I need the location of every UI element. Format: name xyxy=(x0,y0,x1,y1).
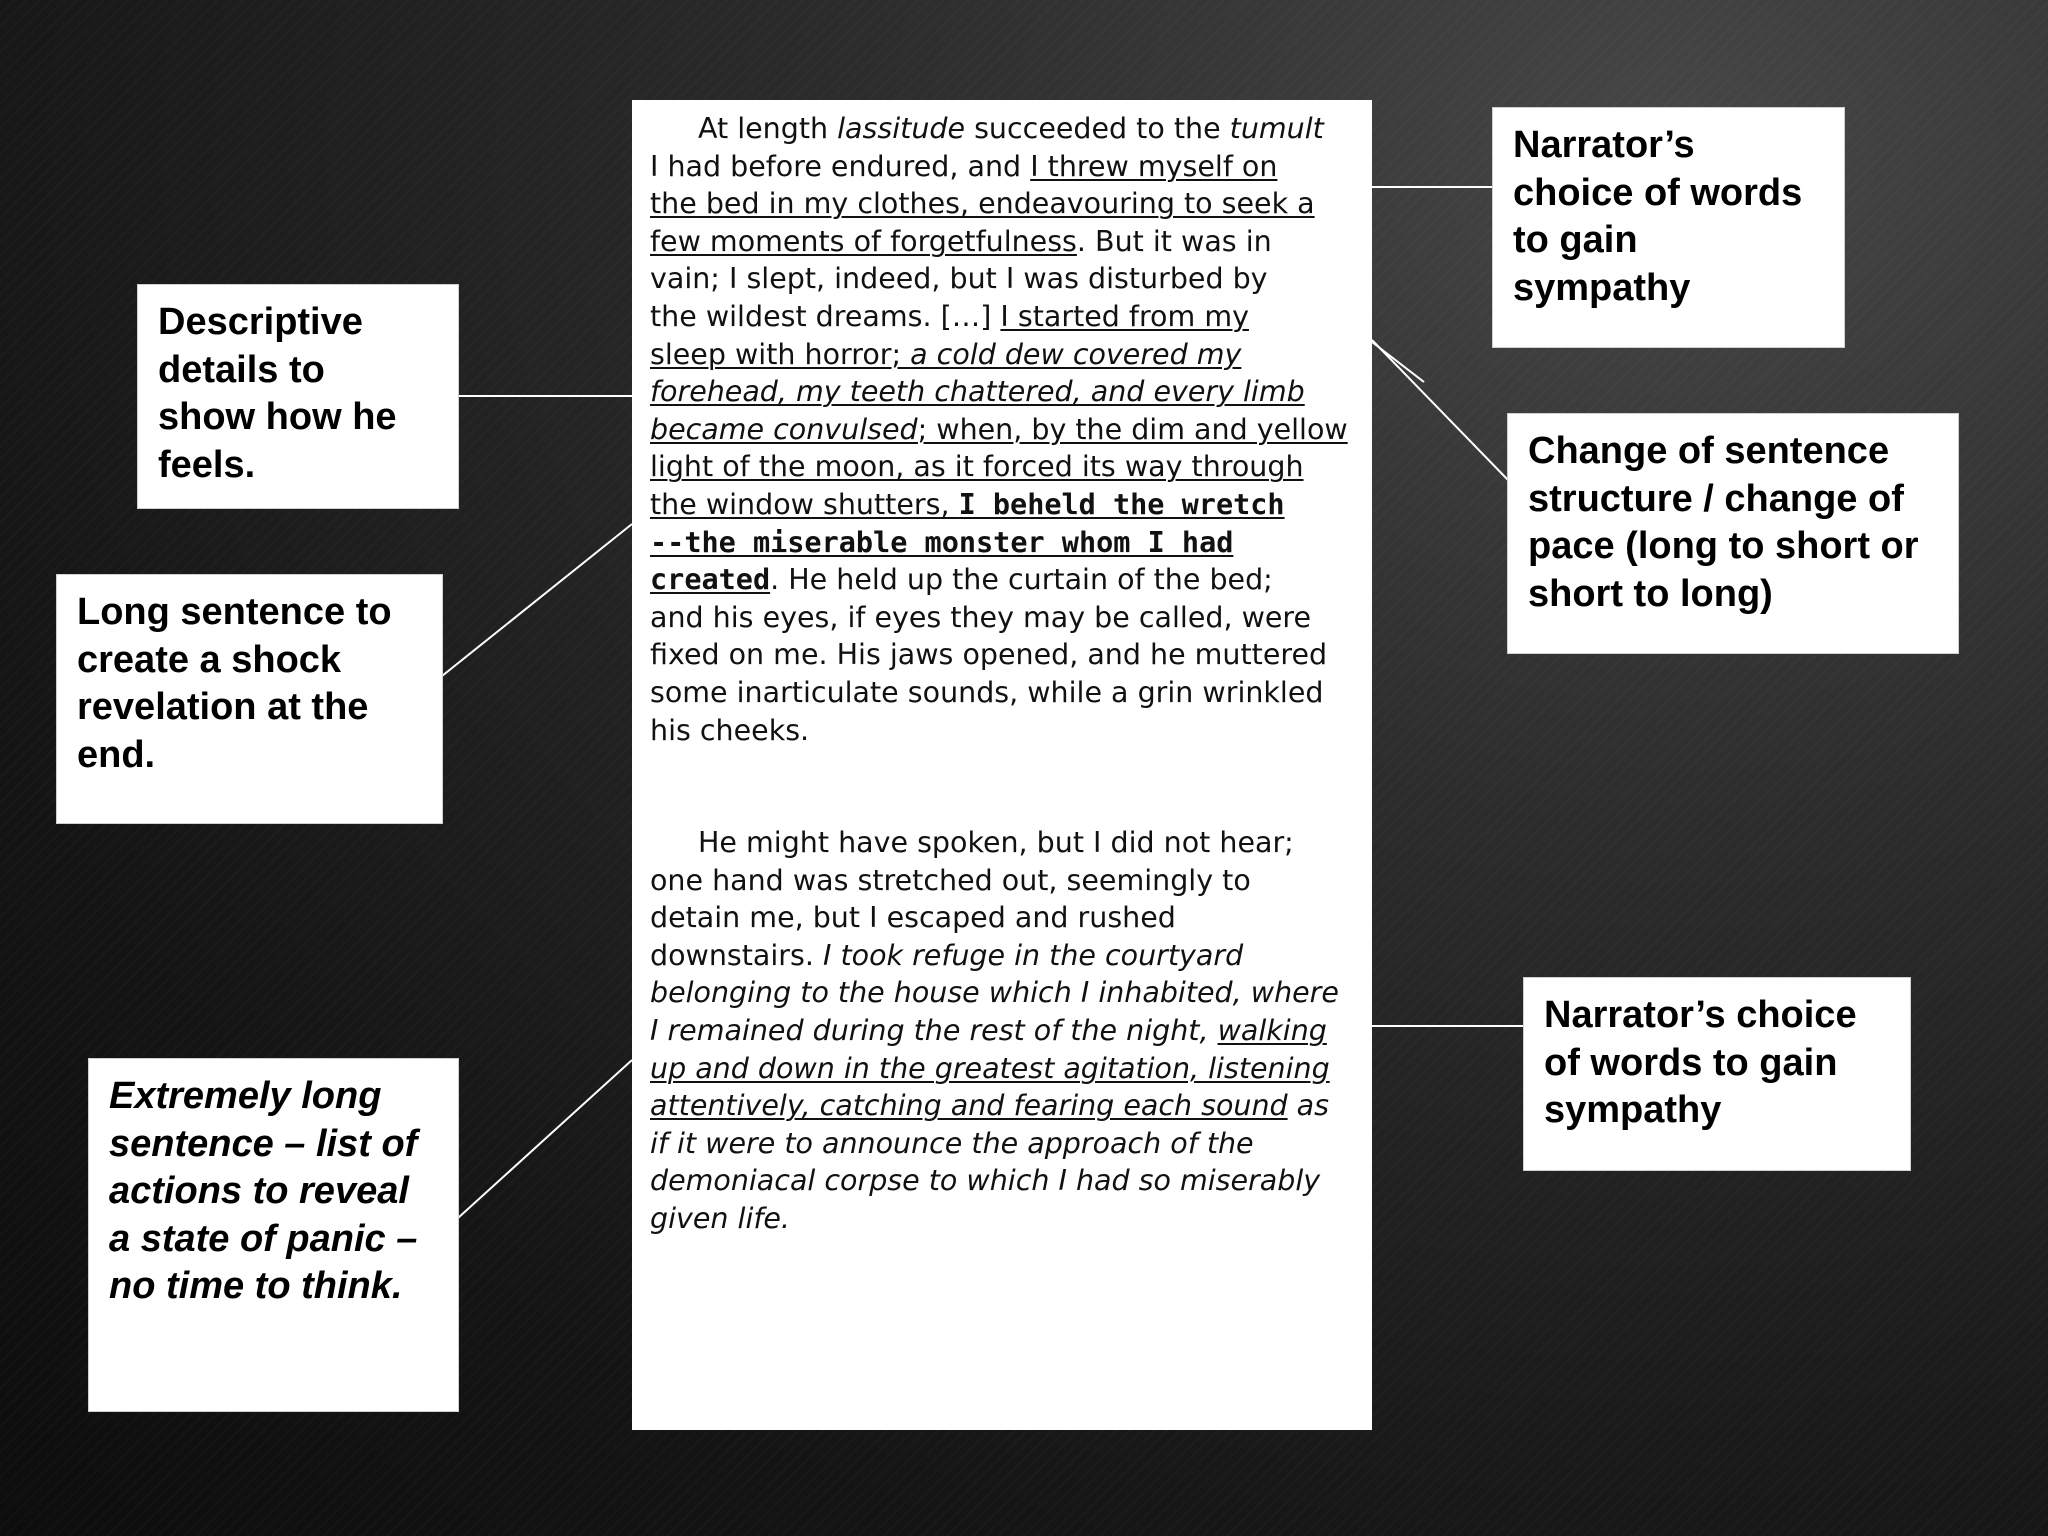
text-run: his cheeks. xyxy=(650,713,810,747)
text-line xyxy=(650,486,1356,524)
annotation-line: a state of panic – xyxy=(109,1217,418,1260)
text-run: the window shutters, xyxy=(650,487,959,521)
annotation-long-sentence-shock xyxy=(56,574,443,824)
text-line xyxy=(650,185,1356,223)
annotation-line: sympathy xyxy=(1513,266,1691,309)
annotation-line: short to long) xyxy=(1528,572,1773,615)
text-run: became convulsed xyxy=(650,412,918,446)
annotation-line: structure / change of xyxy=(1528,477,1904,520)
connector-structure-change-b xyxy=(1372,342,1424,382)
text-run: and his eyes, if eyes they may be called, were xyxy=(650,600,1312,634)
text-line xyxy=(650,336,1356,374)
text-line xyxy=(650,1087,1356,1125)
connector-structure-change-a xyxy=(1372,340,1508,480)
text-run: --the miserable monster whom I had xyxy=(650,525,1234,559)
annotation-line: pace (long to short or xyxy=(1528,525,1919,567)
text-run: tumult xyxy=(1229,112,1324,145)
text-line xyxy=(650,298,1356,336)
annotation-line: Extremely long xyxy=(109,1075,382,1117)
annotation-line: no time to think. xyxy=(109,1265,403,1307)
text-run: ; when, by the dim and yellow xyxy=(917,412,1348,446)
annotation-line: end. xyxy=(77,733,156,776)
text-run: I beheld the wretch xyxy=(958,487,1285,521)
annotation-extremely-long-sentence xyxy=(88,1058,459,1412)
text-line xyxy=(650,674,1356,712)
annotation-line: details to xyxy=(158,348,325,391)
annotation-line: sentence – list of xyxy=(109,1122,418,1165)
text-run: He might have spoken, but I did not hear; xyxy=(698,826,1294,860)
text-line xyxy=(650,937,1356,975)
text-line xyxy=(650,1012,1356,1050)
annotation-line: show how he xyxy=(158,396,397,438)
text-line xyxy=(650,110,1356,148)
annotation-line: create a shock xyxy=(77,638,342,681)
text-run: I remained during the rest of the night, xyxy=(650,1014,1218,1048)
text-run: I started from my xyxy=(1000,299,1249,333)
text-run: detain me, but I escaped and rushed xyxy=(650,901,1176,935)
text-run: one hand was stretched out, seemingly to xyxy=(650,863,1251,897)
text-run: I had before endured, and xyxy=(650,149,1031,183)
annotation-line: actions to reveal xyxy=(109,1170,409,1212)
annotation-line: Descriptive xyxy=(158,301,363,343)
text-line xyxy=(650,223,1356,261)
text-run: At length xyxy=(698,112,838,145)
text-run: belonging to the house which I inhabited, where xyxy=(650,976,1339,1010)
text-line xyxy=(650,1162,1356,1200)
text-run: some inarticulate sounds, while a grin wrinkled xyxy=(650,675,1324,709)
text-run: sleep with horror; xyxy=(650,337,911,371)
text-line xyxy=(650,1125,1356,1163)
annotation-sentence-structure-change xyxy=(1507,413,1959,654)
annotation-line: choice of words xyxy=(1513,171,1803,214)
annotation-narrator-choice-top xyxy=(1492,107,1845,348)
annotation-line: Long sentence to xyxy=(77,591,392,633)
text-run: light of the moon, as it forced its way through xyxy=(650,450,1304,484)
text-line xyxy=(650,411,1356,449)
text-run: forehead, my teeth chattered, and every limb xyxy=(650,375,1305,409)
text-line xyxy=(650,1200,1356,1238)
text-line xyxy=(650,1050,1356,1088)
text-run: I took refuge in the courtyard xyxy=(823,938,1244,972)
paragraph-2 xyxy=(650,824,1356,1238)
text-line xyxy=(650,636,1356,674)
text-run: attentively, catching and fearing each sound xyxy=(650,1089,1288,1123)
text-run: walking xyxy=(1217,1014,1327,1048)
text-run: vain; I slept, indeed, but I was disturbed by xyxy=(650,262,1268,296)
text-run: downstairs. xyxy=(650,938,823,972)
text-run: fixed on me. His jaws opened, and he muttered xyxy=(650,638,1328,672)
text-run: few moments of forgetfulness xyxy=(650,224,1077,258)
text-line xyxy=(650,148,1356,186)
text-line xyxy=(650,862,1356,900)
text-run: I threw myself on xyxy=(1030,149,1278,183)
text-line xyxy=(650,599,1356,637)
annotation-line: Narrator’s xyxy=(1513,124,1695,166)
annotation-line: feels. xyxy=(158,443,256,486)
annotation-narrator-choice-bottom xyxy=(1523,977,1911,1171)
text-line xyxy=(650,260,1356,298)
text-line xyxy=(650,524,1356,562)
annotation-line: Change of sentence xyxy=(1528,430,1890,472)
annotation-line: sympathy xyxy=(1544,1089,1722,1131)
connector-extremely-long xyxy=(458,1060,632,1218)
text-run: created xyxy=(650,563,771,597)
text-line xyxy=(650,824,1356,862)
text-run: as xyxy=(1287,1089,1329,1123)
text-run: succeeded to the xyxy=(965,112,1230,145)
text-line xyxy=(650,561,1356,599)
annotation-line: Narrator’s choice xyxy=(1544,994,1857,1036)
annotation-line: of words to gain xyxy=(1544,1041,1838,1084)
connector-long-sentence xyxy=(442,524,632,676)
text-run: demoniacal corpse to which I had so miserably xyxy=(650,1164,1321,1198)
extract-text-panel xyxy=(632,100,1372,1430)
paragraph-1 xyxy=(650,110,1356,749)
text-run: the wildest dreams. […] xyxy=(650,299,1001,333)
annotation-line: to gain xyxy=(1513,219,1638,261)
text-run: given life. xyxy=(650,1202,790,1236)
text-line xyxy=(650,974,1356,1012)
text-line xyxy=(650,712,1356,750)
text-run: a cold dew covered my xyxy=(910,337,1242,371)
text-line xyxy=(650,373,1356,411)
text-run: . He held up the curtain of the bed; xyxy=(770,563,1273,597)
text-run: the bed in my clothes, endeavouring to seek a xyxy=(650,187,1315,221)
text-run: lassitude xyxy=(837,112,966,145)
text-line xyxy=(650,448,1356,486)
text-run: . But it was in xyxy=(1076,224,1272,258)
text-run: up and down in the greatest agitation, listening xyxy=(650,1051,1330,1085)
annotation-descriptive-details xyxy=(137,284,459,509)
text-run: if it were to announce the approach of the xyxy=(650,1126,1254,1160)
text-line xyxy=(650,899,1356,937)
annotation-line: revelation at the xyxy=(77,686,369,728)
